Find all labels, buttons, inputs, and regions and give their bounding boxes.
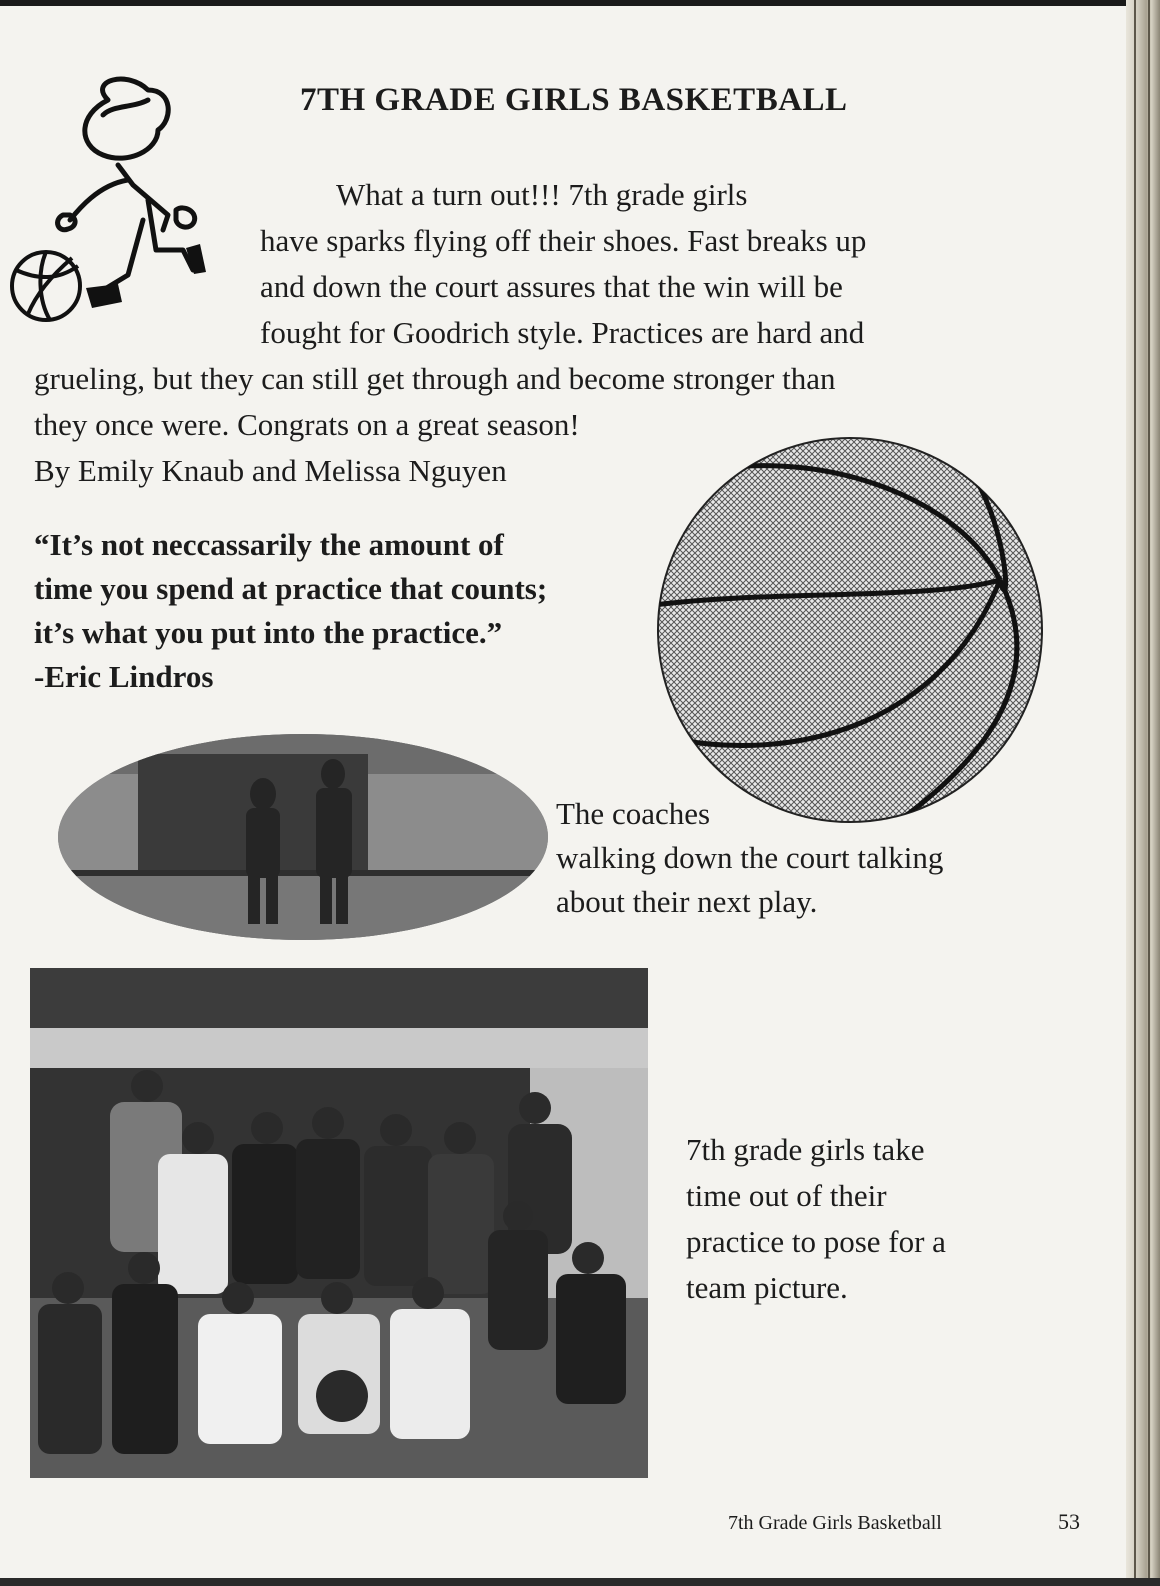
page-number: 53: [1058, 1509, 1080, 1534]
book-spine-edge: [1126, 0, 1160, 1586]
spine-line: [1148, 0, 1150, 1586]
intro-line: have sparks flying off their shoes. Fast breaks up: [260, 223, 867, 258]
intro-line: fought for Goodrich style. Practices are hard and: [260, 315, 865, 350]
coaches-caption: [556, 792, 1036, 924]
page-bottom-edge: [0, 1578, 1160, 1586]
caption-line: practice to pose for a: [686, 1224, 946, 1259]
intro-line: grueling, but they can still get through and become stronger than: [34, 361, 836, 396]
intro-line: and down the court assures that the win will be: [260, 269, 843, 304]
basketball-icon: [650, 430, 1050, 830]
caption-line: walking down the court talking: [556, 840, 944, 875]
caption-line: The coaches: [556, 796, 711, 831]
quote-line: time you spend at practice that counts;: [34, 571, 548, 606]
quote-line: “It’s not neccassarily the amount of: [34, 527, 504, 562]
page-title: 7TH GRADE GIRLS BASKETBALL: [300, 82, 848, 118]
quote-line: it’s what you put into the practice.”: [34, 615, 503, 650]
team-photo-image: [30, 968, 648, 1478]
spine-line: [1134, 0, 1136, 1586]
quote-attribution: -Eric Lindros: [34, 659, 214, 694]
quote-block: [34, 523, 694, 699]
caption-line: about their next play.: [556, 884, 818, 919]
page-top-edge: [0, 0, 1160, 6]
intro-line: they once were. Congrats on a great season!: [34, 407, 580, 442]
byline: By Emily Knaub and Melissa Nguyen: [34, 453, 507, 488]
team-caption: [686, 1127, 1026, 1311]
intro-line: What a turn out!!! 7th grade girls: [336, 177, 748, 212]
caption-line: time out of their: [686, 1178, 887, 1213]
caption-line: team picture.: [686, 1270, 848, 1305]
coaches-photo-image: [58, 734, 548, 940]
footer-section-title: 7th Grade Girls Basketball: [728, 1512, 942, 1534]
team-photo: [30, 968, 648, 1478]
caption-line: 7th grade girls take: [686, 1132, 925, 1167]
coaches-photo: [58, 734, 548, 940]
